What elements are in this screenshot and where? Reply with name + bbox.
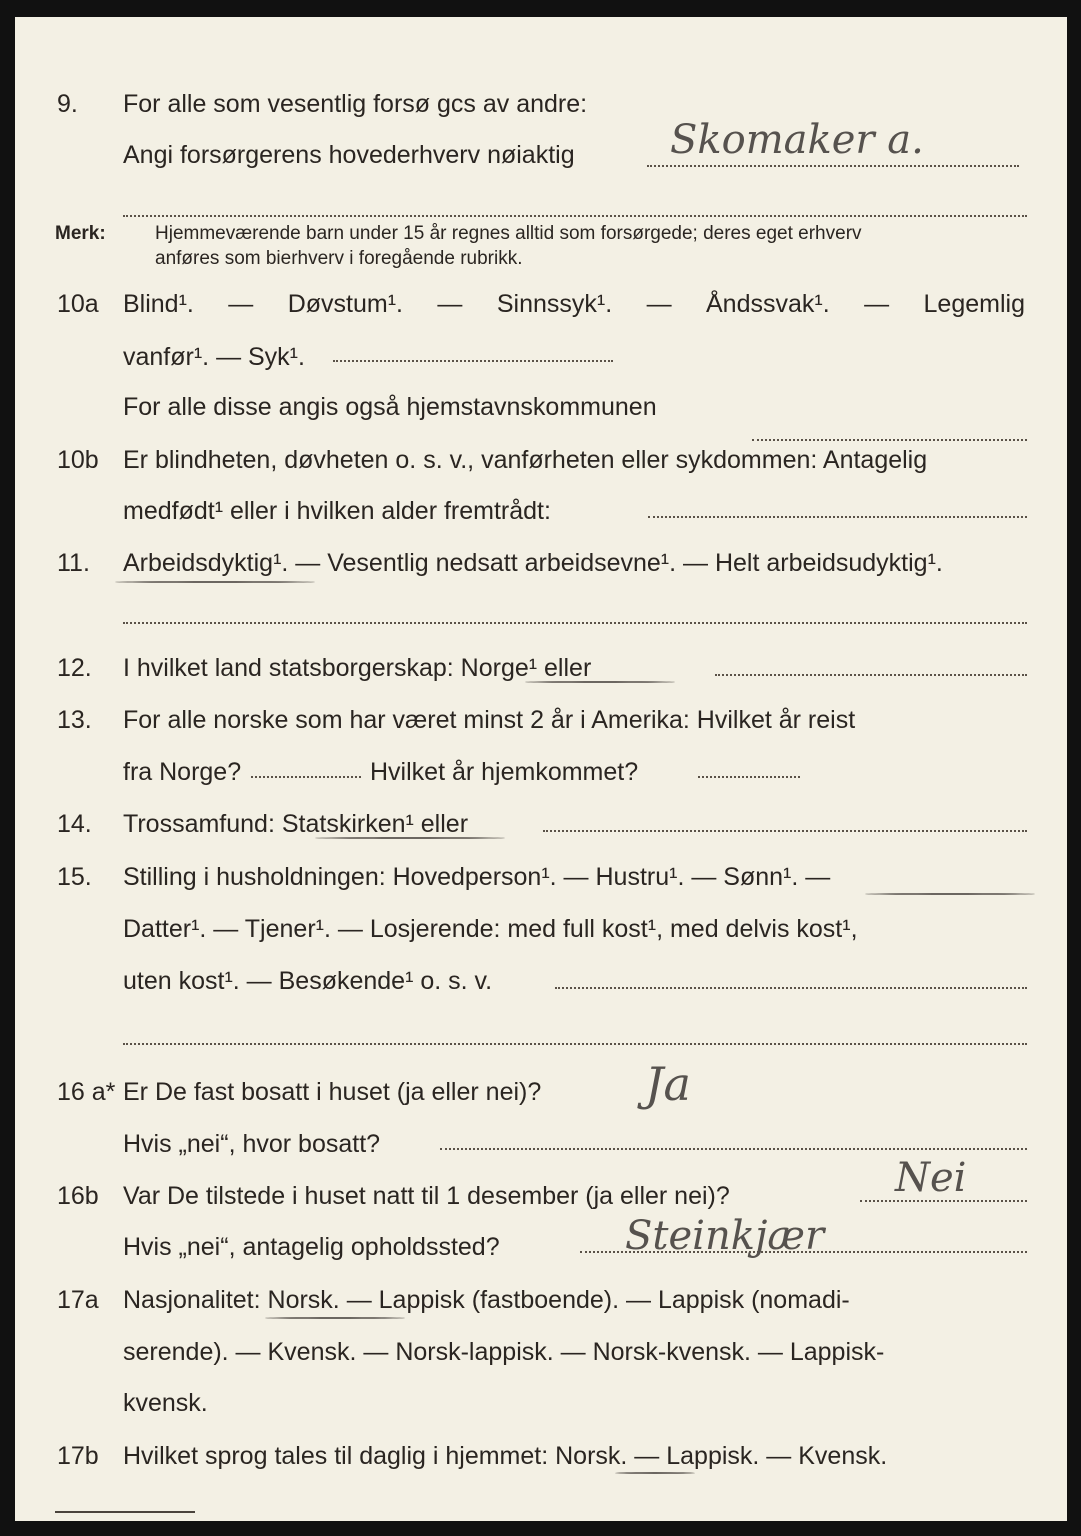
q16b-text-2: Hvis „nei“, antagelig opholdssted? [123, 1233, 500, 1261]
q12-number: 12. [57, 654, 92, 682]
q17b-number: 17b [57, 1442, 99, 1470]
q17a-text-1: Nasjonalitet: Norsk. — Lappisk (fastboende). — Lappisk (nomadi- [123, 1286, 850, 1314]
option-blind: Blind¹. [123, 290, 194, 318]
q14-text-1: Trossamfund: Statskirken¹ eller [123, 810, 469, 838]
q10a-text-3: For alle disse angis også hjemstavnskommunen [123, 393, 657, 421]
q12-underline-mark [525, 681, 675, 683]
q13-text-1: For alle norske som har været minst 2 år i Amerika: Hvilket år reist [123, 706, 856, 734]
q14-answer-line [543, 830, 1027, 832]
q10a-text-2: vanfør¹. — Syk¹. [123, 343, 305, 371]
q15-number: 15. [57, 863, 92, 891]
q17a-text-3: kvensk. [123, 1389, 208, 1417]
q9-text-2: Angi forsørgerens hovederhverv nøiaktig [123, 141, 575, 169]
option-sinnssyk: Sinnssyk¹. [496, 290, 613, 318]
dash: — [646, 290, 672, 318]
q14-number: 14. [57, 810, 92, 838]
q10a-hjemstavn-line [752, 439, 1027, 441]
q15-text-3: uten kost¹. — Besøkende¹ o. s. v. [123, 967, 493, 995]
q13-text-2b: Hvilket år hjemkommet? [370, 758, 639, 786]
q11-number: 11. [57, 549, 90, 577]
q9-number: 9. [57, 90, 78, 118]
q11-extra-line [123, 622, 1027, 624]
q13-number: 13. [57, 706, 92, 734]
merk-text-2: anføres som bierhverv i foregående rubrikk. [155, 248, 523, 269]
footnote-rule [55, 1511, 195, 1513]
q15-extra-line [123, 1043, 1027, 1045]
q16b-handwritten-place[interactable]: Steinkjær [625, 1213, 825, 1259]
option-legemlig: Legemlig [923, 290, 1025, 318]
dash: — [228, 290, 254, 318]
q13-reist-line [251, 776, 361, 778]
q10b-number: 10b [57, 446, 99, 474]
q12-text-1: I hvilket land statsborgerskap: Norge¹ eller [123, 654, 592, 682]
q16a-text-1: Er De fast bosatt i huset (ja eller nei)? [123, 1078, 542, 1106]
q9-extra-line [123, 215, 1027, 217]
q10b-text-1: Er blindheten, døvheten o. s. v., vanførheten eller sykdommen: Antagelig [123, 446, 928, 474]
q16b-number: 16b [57, 1182, 99, 1210]
q17a-number: 17a [57, 1286, 99, 1314]
option-dovstum: Døvstum¹. [287, 290, 403, 318]
q17b-text-1: Hvilket sprog tales til daglig i hjemmet: Norsk. — Lappisk. — Kvensk. [123, 1442, 888, 1470]
q17a-underline-mark [265, 1317, 405, 1319]
q15-answer-line [555, 987, 1027, 989]
q16a-handwritten-answer[interactable]: Ja [645, 1057, 691, 1111]
q10b-text-2: medfødt¹ eller i hvilken alder fremtrådt: [123, 497, 551, 525]
q14-underline-mark [315, 837, 505, 839]
q15-text-1: Stilling i husholdningen: Hovedperson¹. — Hustru¹. — Sønn¹. — [123, 863, 831, 891]
q11-text-1: Arbeidsdyktig¹. — Vesentlig nedsatt arbeidsevne¹. — Helt arbeidsudyktig¹. [123, 549, 943, 577]
merk-text-1: Hjemmeværende barn under 15 år regnes alltid som forsørgede; deres eget erhverv [155, 223, 862, 244]
q13-text-2a: fra Norge? [123, 758, 242, 786]
q16a-text-2: Hvis „nei“, hvor bosatt? [123, 1130, 381, 1158]
q17a-text-2: serende). — Kvensk. — Norsk-lappisk. — Norsk-kvensk. — Lappisk- [123, 1338, 885, 1366]
dash: — [437, 290, 463, 318]
q9-answer-line [647, 165, 1019, 167]
q10b-answer-line [648, 516, 1027, 518]
merk-label: Merk: [55, 223, 106, 244]
q16a-number: 16 a* [57, 1078, 116, 1106]
q12-answer-line [715, 674, 1027, 676]
q16b-handwritten-answer[interactable]: Nei [895, 1155, 967, 1201]
q16a-bosatt-line [440, 1148, 1027, 1150]
dash: — [864, 290, 890, 318]
q15-underline-mark [865, 893, 1035, 895]
q13-hjemkommet-line [698, 776, 800, 778]
q17b-underline-mark [615, 1472, 695, 1474]
census-form-page [15, 17, 1067, 1521]
q9-text-1: For alle som vesentlig forsø gcs av andre: [123, 90, 588, 118]
q10a-options [123, 289, 1025, 319]
q11-underline-mark [115, 581, 315, 583]
option-andssvak: Åndssvak¹. [706, 290, 830, 318]
q10a-number: 10a [57, 290, 99, 318]
q15-text-2: Datter¹. — Tjener¹. — Losjerende: med full kost¹, med delvis kost¹, [123, 915, 858, 943]
q9-handwritten-answer[interactable]: Skomaker a. [670, 117, 924, 163]
q10a-syk-line [333, 360, 613, 362]
q16b-text-1: Var De tilstede i huset natt til 1 desember (ja eller nei)? [123, 1182, 730, 1210]
